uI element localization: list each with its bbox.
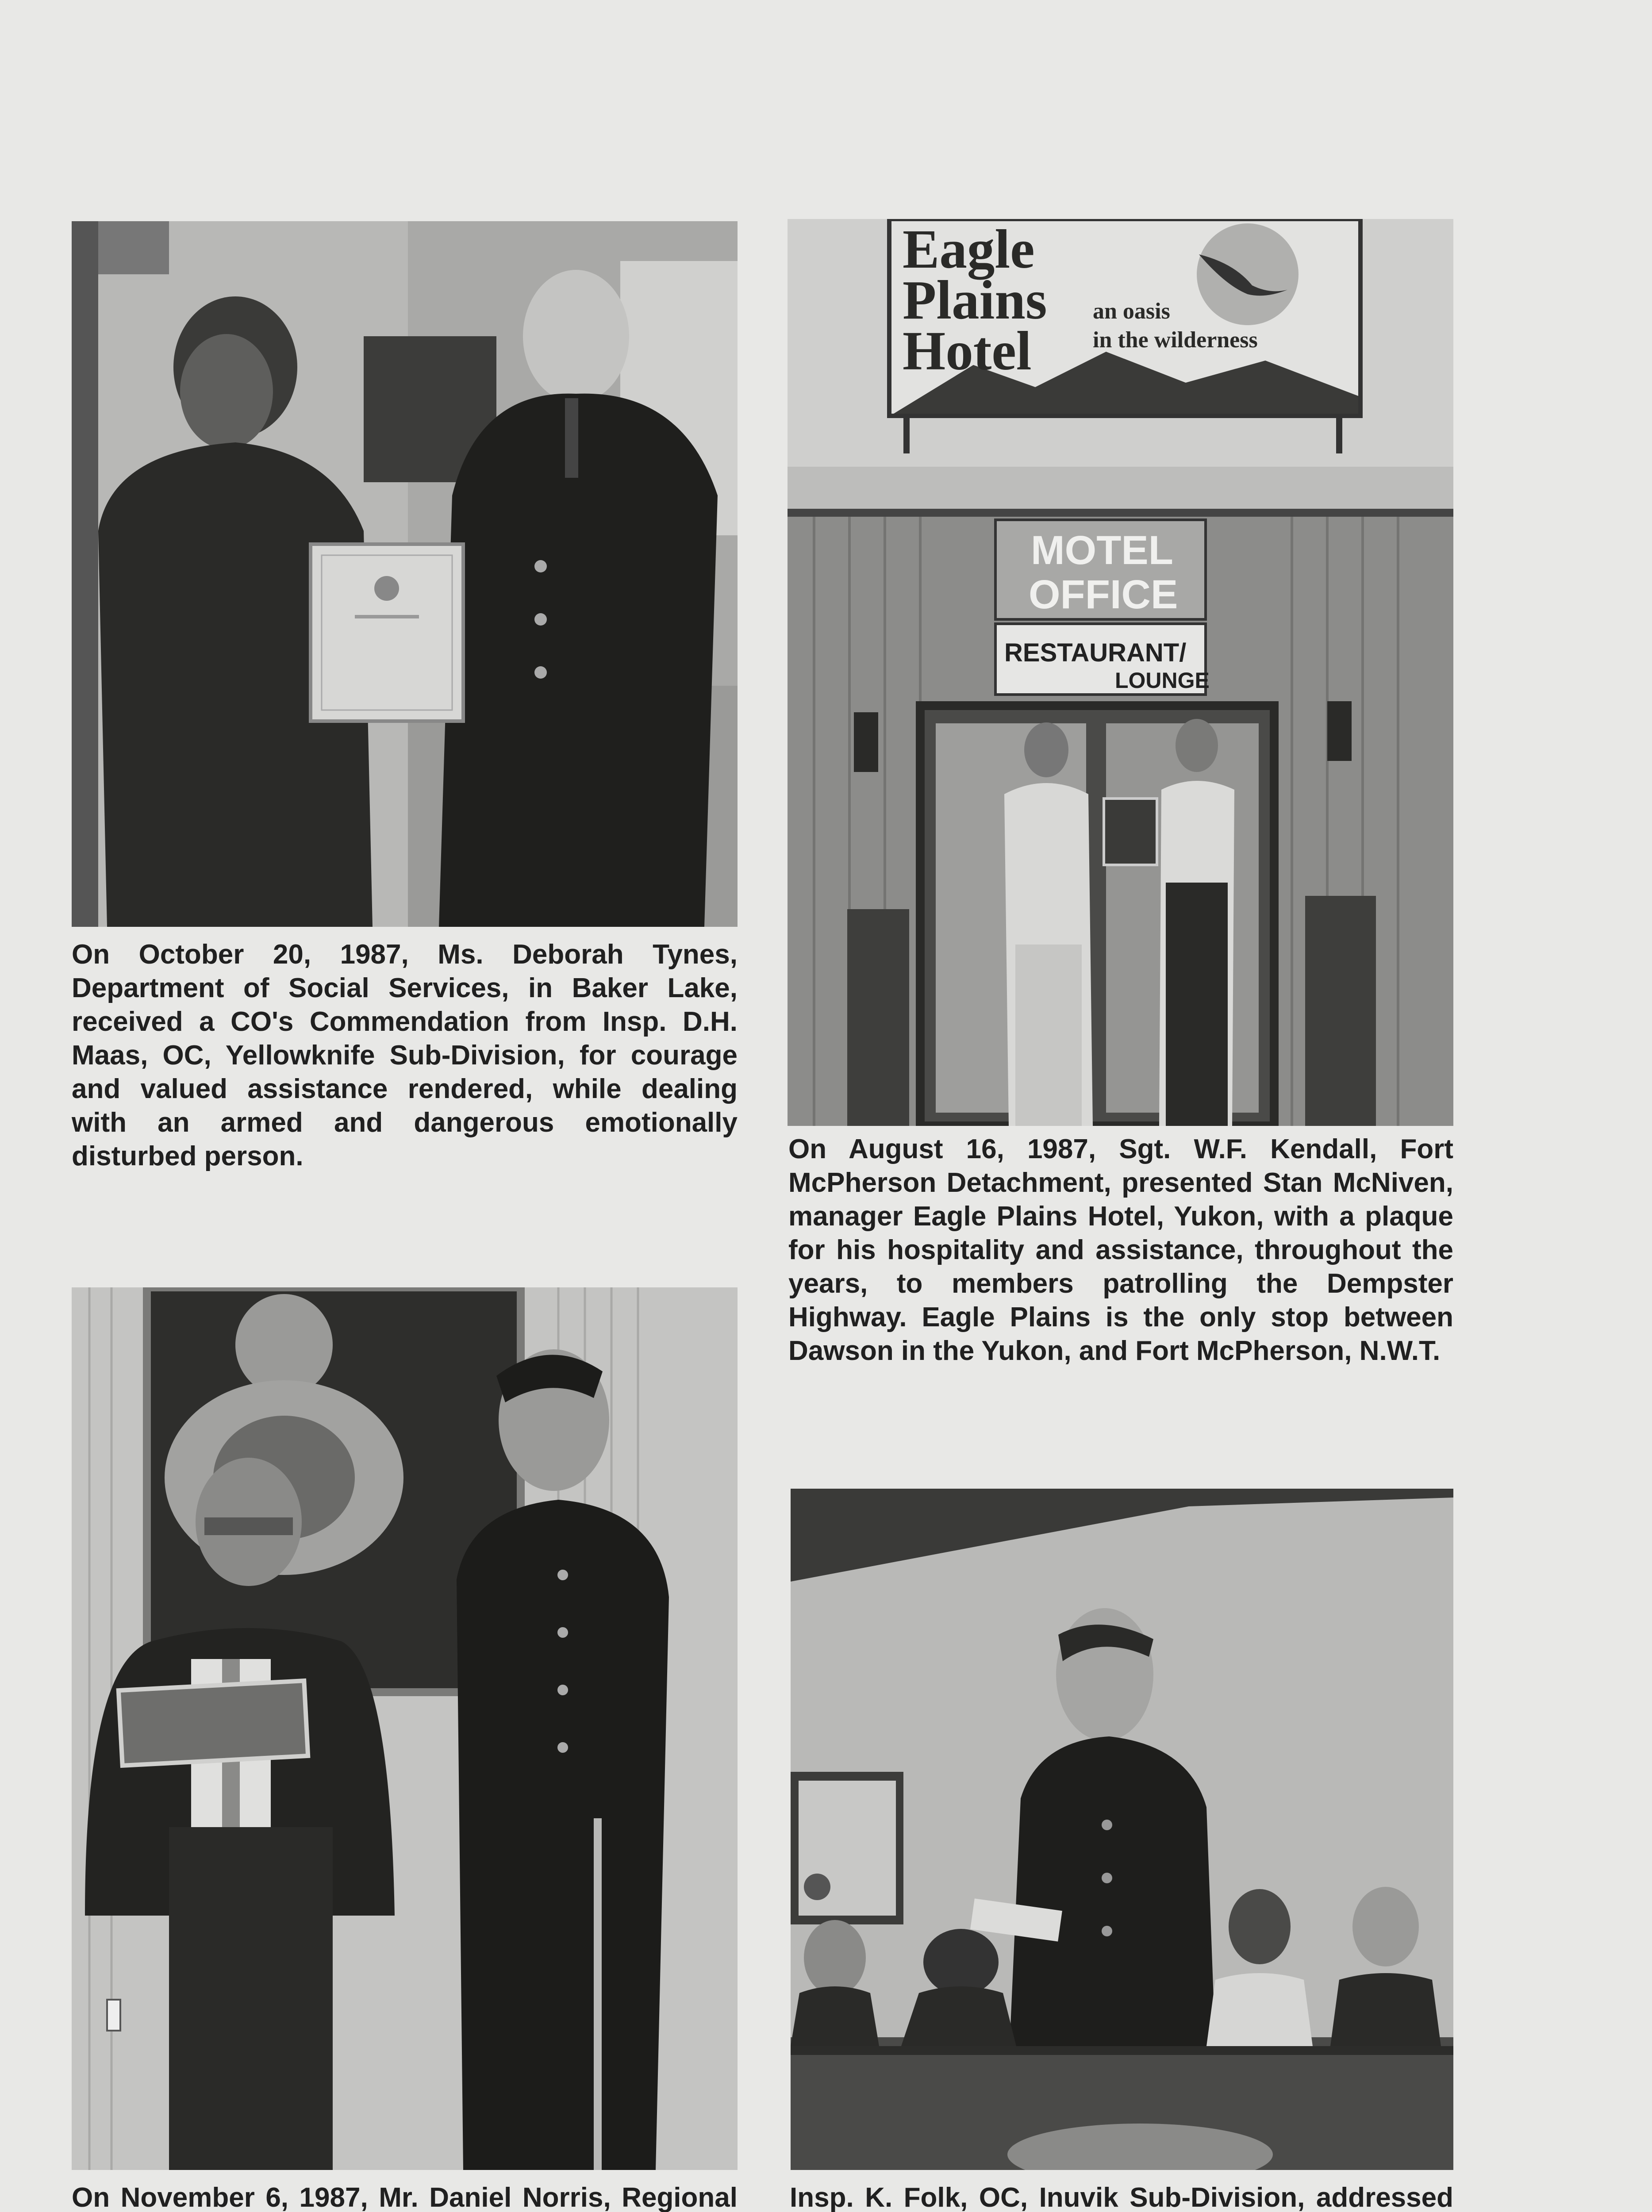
sign-tagline-2: in the wilderness [1093, 327, 1258, 353]
sign-hotel: Hotel [903, 321, 1032, 382]
photo-folk-courthouse [791, 1489, 1453, 2170]
photo-tynes-commendation [72, 221, 738, 927]
sign-office: OFFICE [1029, 572, 1178, 617]
sign-tagline-1: an oasis [1093, 299, 1170, 324]
caption-tynes: On October 20, 1987, Ms. Deborah Tynes, Department of Social Services, in Baker Lake, received a CO's Commendation from Insp. D.H. Maas, OC, Yellowknife Sub-Division, for courage and valued assistance rendered, while dealing with an armed and dangerous emotionally disturbed person. [72, 939, 738, 1171]
sign-lounge: LOUNGE [1115, 668, 1210, 693]
sign-eagle: Eagle [903, 219, 1035, 280]
sign-plains: Plains [903, 270, 1047, 331]
caption-kendall: On August 16, 1987, Sgt. W.F. Kendall, Fort McPherson Detachment, presented Stan McNiven, manager Eagle Plains Hotel, Yukon, with a plaque for his hospitality and assistance, throughout the years, to members patrolling the Dempster Highway. Eagle Plains is the only stop between Dawson in the Yukon, and Fort McPherson, N.W.T. [788, 1134, 1453, 1366]
caption-norris: On November 6, 1987, Mr. Daniel Norris, Regional [72, 2182, 738, 2212]
caption-folk: Insp. K. Folk, OC, Inuvik Sub-Division, addressed [790, 2182, 1453, 2212]
photo-norris-certificate [72, 1287, 738, 2170]
sign-motel: MOTEL [1031, 528, 1173, 573]
photo-eagle-plains-hotel [788, 219, 1453, 1126]
sign-restaurant: RESTAURANT/ [1004, 638, 1187, 667]
